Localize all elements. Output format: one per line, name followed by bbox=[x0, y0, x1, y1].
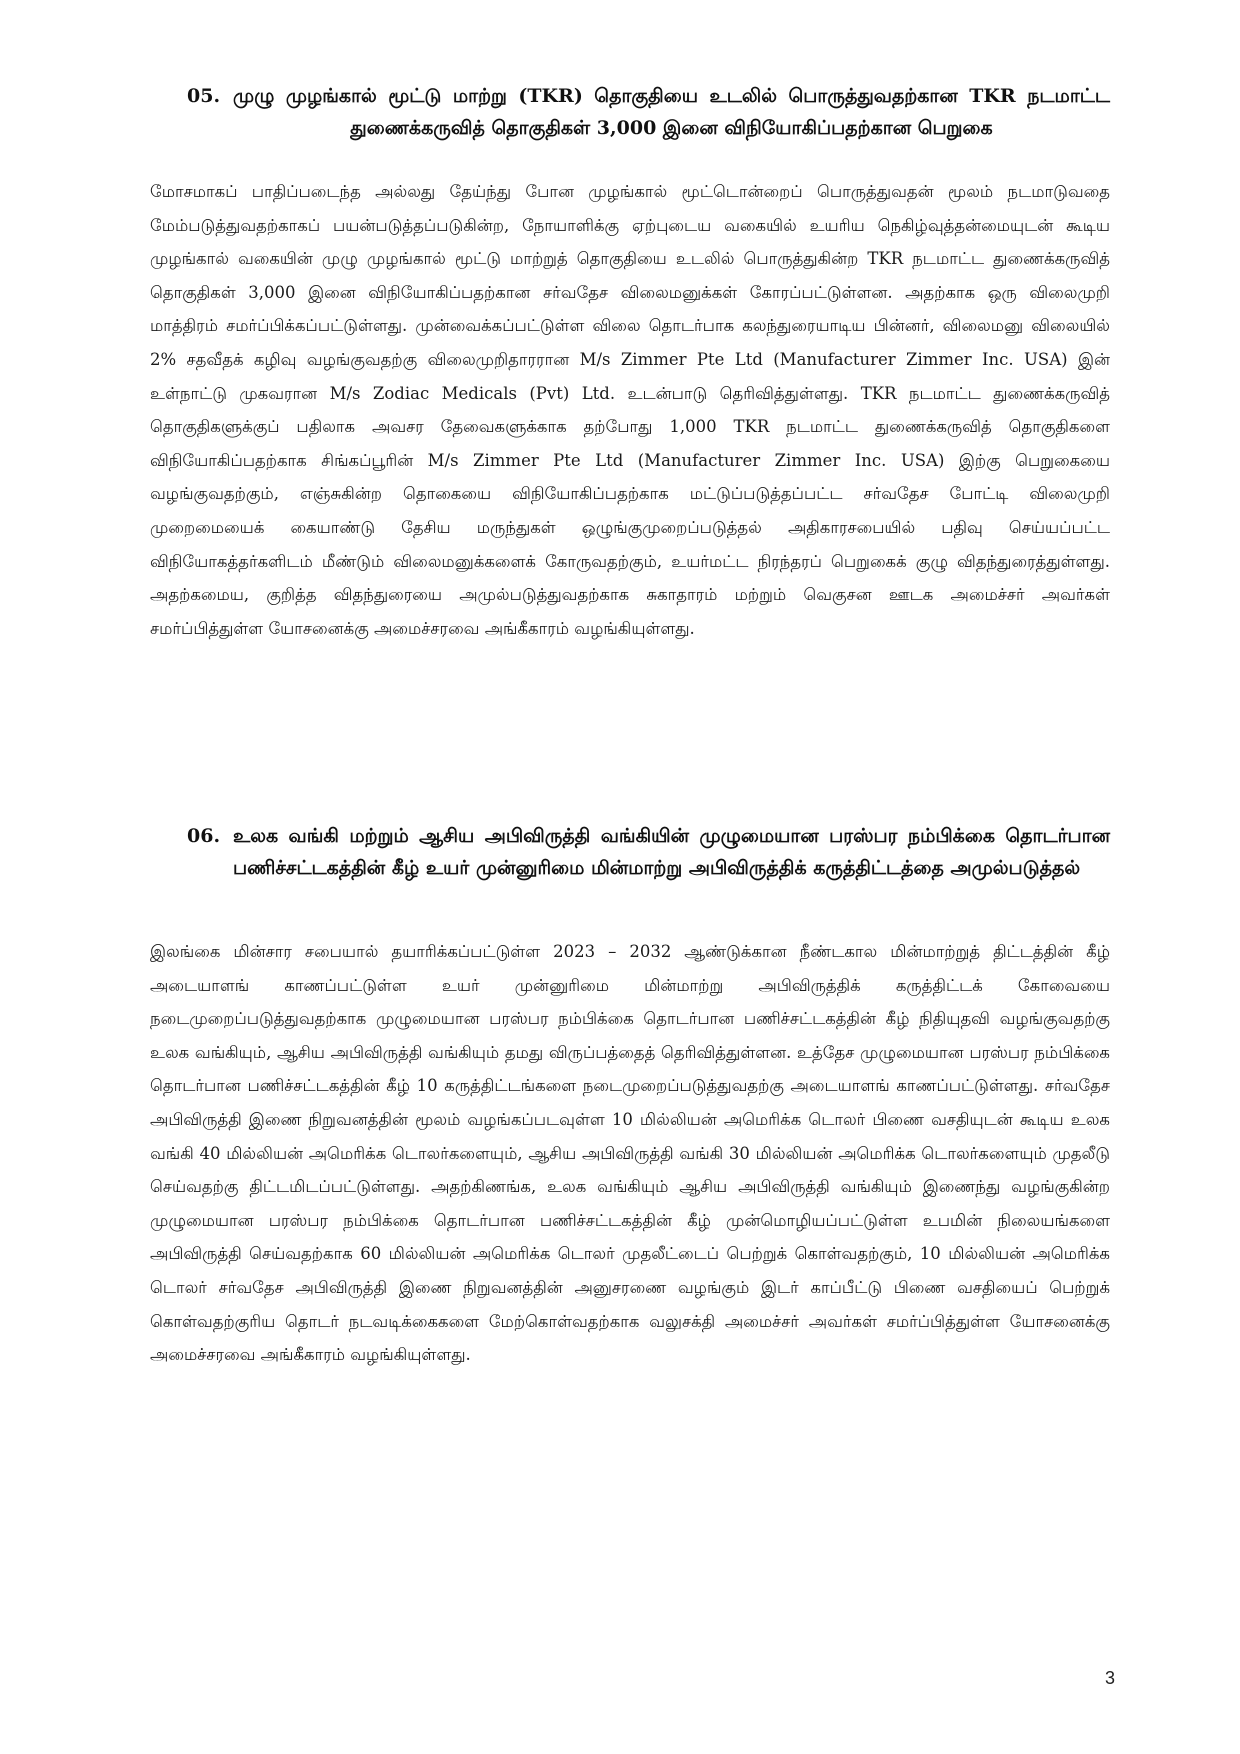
section-number: 05. bbox=[187, 85, 221, 107]
section-title: உலக வங்கி மற்றும் ஆசிய அபிவிருத்தி வங்கியின் முழுமையான பரஸ்பர நம்பிக்கை தொடர்பான பணிச்சட்டகத்தின் கீழ் உயர் முன்னுரிமை மின்மாற்று அபிவிருத்திக் கருத்திட்டத்தை அமுல்படுத்தல் bbox=[233, 825, 1110, 879]
section-05-heading bbox=[150, 80, 1110, 144]
section-title: முழு முழங்கால் மூட்டு மாற்று (TKR) தொகுதியை உடலில் பொருத்துவதற்கான TKR நடமாட்ட துணைக்கருவித் தொகுதிகள் 3,000 இனை விநியோகிப்பதற்கான பெறுகை bbox=[233, 85, 1110, 139]
section-06-paragraph: இலங்கை மின்சார சபையால் தயாரிக்கப்பட்டுள்ள 2023 – 2032 ஆண்டுக்கான நீண்டகால மின்மாற்றுத் திட்டத்தின் கீழ் அடையாளங் காணப்பட்டுள்ள உயர் முன்னுரிமை மின்மாற்று அபிவிருத்திக் கருத்திட்டக் கோவையை நடைமுறைப்படுத்துவதற்காக முழுமையான பரஸ்பர நம்பிக்கை தொடர்பான பணிச்சட்டகத்தின் கீழ் நிதியுதவி வழங்குவதற்கு உலக வங்கியும், ஆசிய அபிவிருத்தி வங்கியும் தமது விருப்பத்தைத் தெரிவித்துள்ளன. உத்தேச முழுமையான பரஸ்பர நம்பிக்கை தொடர்பான பணிச்சட்டகத்தின் கீழ் 10 கருத்திட்டங்களை நடைமுறைப்படுத்துவதற்கு அடையாளங் காணப்பட்டுள்ளது. சர்வதேச அபிவிருத்தி இணை நிறுவனத்தின் மூலம் வழங்கப்படவுள்ள 10 மில்லியன் அமெரிக்க டொலர் பிணை வசதியுடன் கூடிய உலக வங்கி 40 மில்லியன் அமெரிக்க டொலர்களையும், ஆசிய அபிவிருத்தி வங்கி 30 மில்லியன் அமெரிக்க டொலர்களையும் முதலீடு செய்வதற்கு திட்டமிடப்பட்டுள்ளது. அதற்கிணங்க, உலக வங்கியும் ஆசிய அபிவிருத்தி வங்கியும் இணைந்து வழங்குகின்ற முழுமையான பரஸ்பர நம்பிக்கை தொடர்பான பணிச்சட்டகத்தின் கீழ் முன்மொழியப்பட்டுள்ள உபமின் நிலையங்களை அபிவிருத்தி செய்வதற்காக 60 மில்லியன் அமெரிக்க டொலர் முதலீட்டைப் பெற்றுக் கொள்வதற்கும், 10 மில்லியன் அமெரிக்க டொலர் சர்வதேச அபிவிருத்தி இணை நிறுவனத்தின் அனுசரணை வழங்கும் இடர் காப்பீட்டு பிணை வசதியைப் பெற்றுக் கொள்வதற்குரிய தொடர் நடவடிக்கைகளை மேற்கொள்வதற்காக வலுசக்தி அமைச்சர் அவர்கள் சமர்ப்பித்துள்ள யோசனைக்கு அமைச்சரவை அங்கீகாரம் வழங்கியுள்ளது. bbox=[150, 942, 1110, 1365]
section-number: 06. bbox=[187, 825, 221, 847]
section-05-paragraph: மோசமாகப் பாதிப்படைந்த அல்லது தேய்ந்து போன முழங்கால் மூட்டொன்றைப் பொருத்துவதன் மூலம் நடமாடுவதை மேம்படுத்துவதற்காகப் பயன்படுத்தப்படுகின்ற, நோயாளிக்கு ஏற்புடைய வகையில் உயரிய நெகிழ்வுத்தன்மையுடன் கூடிய முழங்கால் வகையின் முழு முழங்கால் மூட்டு மாற்றுத் தொகுதியை உடலில் பொருத்துகின்ற TKR நடமாட்ட துணைக்கருவித் தொகுதிகள் 3,000 இனை விநியோகிப்பதற்கான சர்வதேச விலைமனுக்கள் கோரப்பட்டுள்ளன. அதற்காக ஒரு விலைமுறி மாத்திரம் சமர்ப்பிக்கப்பட்டுள்ளது. முன்வைக்கப்பட்டுள்ள விலை தொடர்பாக கலந்துரையாடிய பின்னர், விலைமனு விலையில் 2% சதவீதக் கழிவு வழங்குவதற்கு விலைமுறிதாரரான M/s Zimmer Pte Ltd (Manufacturer Zimmer Inc. USA) இன் உள்நாட்டு முகவரான M/s Zodiac Medicals (Pvt) Ltd. உடன்பாடு தெரிவித்துள்ளது. TKR நடமாட்ட துணைக்கருவித் தொகுதிகளுக்குப் பதிலாக அவசர தேவைகளுக்காக தற்போது 1,000 TKR நடமாட்ட துணைக்கருவித் தொகுதிகளை விநியோகிப்பதற்காக சிங்கப்பூரின் M/s Zimmer Pte Ltd (Manufacturer Zimmer Inc. USA) இற்கு பெறுகையை வழங்குவதற்கும், எஞ்சுகின்ற தொகையை விநியோகிப்பதற்காக மட்டுப்படுத்தப்பட்ட சர்வதேச போட்டி விலைமுறி முறைமையைக் கையாண்டு தேசிய மருந்துகள் ஒழுங்குமுறைப்படுத்தல் அதிகாரசபையில் பதிவு செய்யப்பட்ட விநியோகத்தர்களிடம் மீண்டும் விலைமனுக்களைக் கோருவதற்கும், உயர்மட்ட நிரந்தரப் பெறுகைக் குழு விதந்துரைத்துள்ளது. அதற்கமைய, குறித்த விதந்துரையை அமுல்படுத்துவதற்காக சுகாதாரம் மற்றும் வெகுசன ஊடக அமைச்சர் அவர்கள் சமர்ப்பித்துள்ள யோசனைக்கு அமைச்சரவை அங்கீகாரம் வழங்கியுள்ளது. bbox=[150, 182, 1110, 638]
page-number: 3 bbox=[1104, 1668, 1115, 1688]
section-06-heading bbox=[150, 820, 1110, 884]
